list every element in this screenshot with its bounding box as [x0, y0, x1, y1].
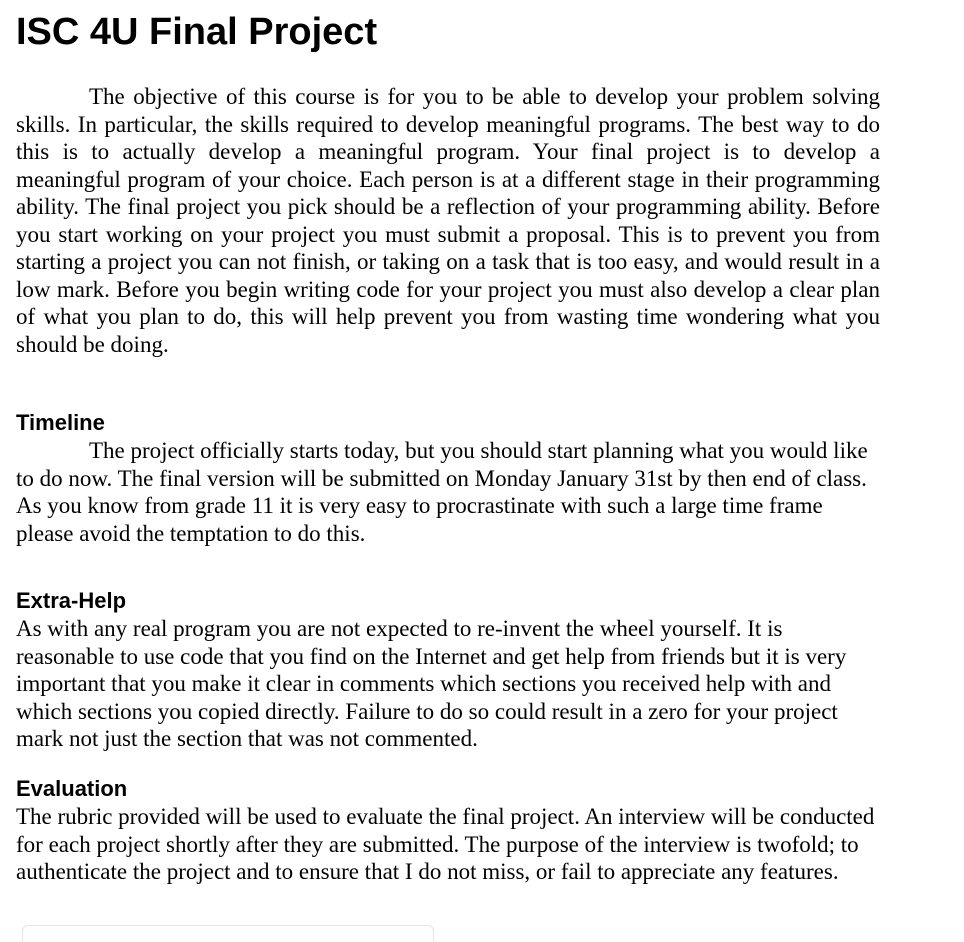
intro-paragraph: The objective of this course is for you to be able to develop your problem solving skills. In particular, the skills required to develop meaningful programs. The best way to do this is to actually develop a meaningful program. Your final project is to develop a meaningful program of your choice. Each person is at a different stage in their programming ability. The final project you pick should be a reflection of your programming ability. Before you start working on your project you must submit a proposal. This is to prevent you from starting a project you can not finish, or taking on a task that is too easy, and would result in a low mark. Before you begin writing code for your project you must also develop a clear plan of what you plan to do, this will help prevent you from wasting time wondering what you should be doing. — [16, 84, 880, 357]
timeline-heading: Timeline — [16, 410, 105, 435]
extra-help-paragraph: As with any real program you are not expected to re-invent the wheel yourself. It is reasonable to use code that you find on the Internet and get help from friends but it is very important that you make it clear in comments which sections you received help with and which sections you copied directly. Failure to do so could result in a zero for your project mark not just the section that was not commented. — [16, 616, 847, 751]
extra-help-heading: Extra-Help — [16, 588, 127, 613]
timeline-paragraph: The project officially starts today, but you should start planning what you would like to do now. The final version will be submitted on Monday January 31st by then end of class. As you know from grade 11 it is very easy to procrastinate with such a large time frame please avoid the temptation to do this. — [16, 438, 868, 546]
evaluation-heading: Evaluation — [16, 776, 128, 801]
evaluation-paragraph: The rubric provided will be used to evaluate the final project. An interview will be conducted for each project shortly after they are submitted. The purpose of the interview is twofold; to authenticate the project and to ensure that I do not miss, or fail to appreciate any features. — [16, 804, 875, 884]
page-title: ISC 4U Final Project — [16, 11, 378, 53]
